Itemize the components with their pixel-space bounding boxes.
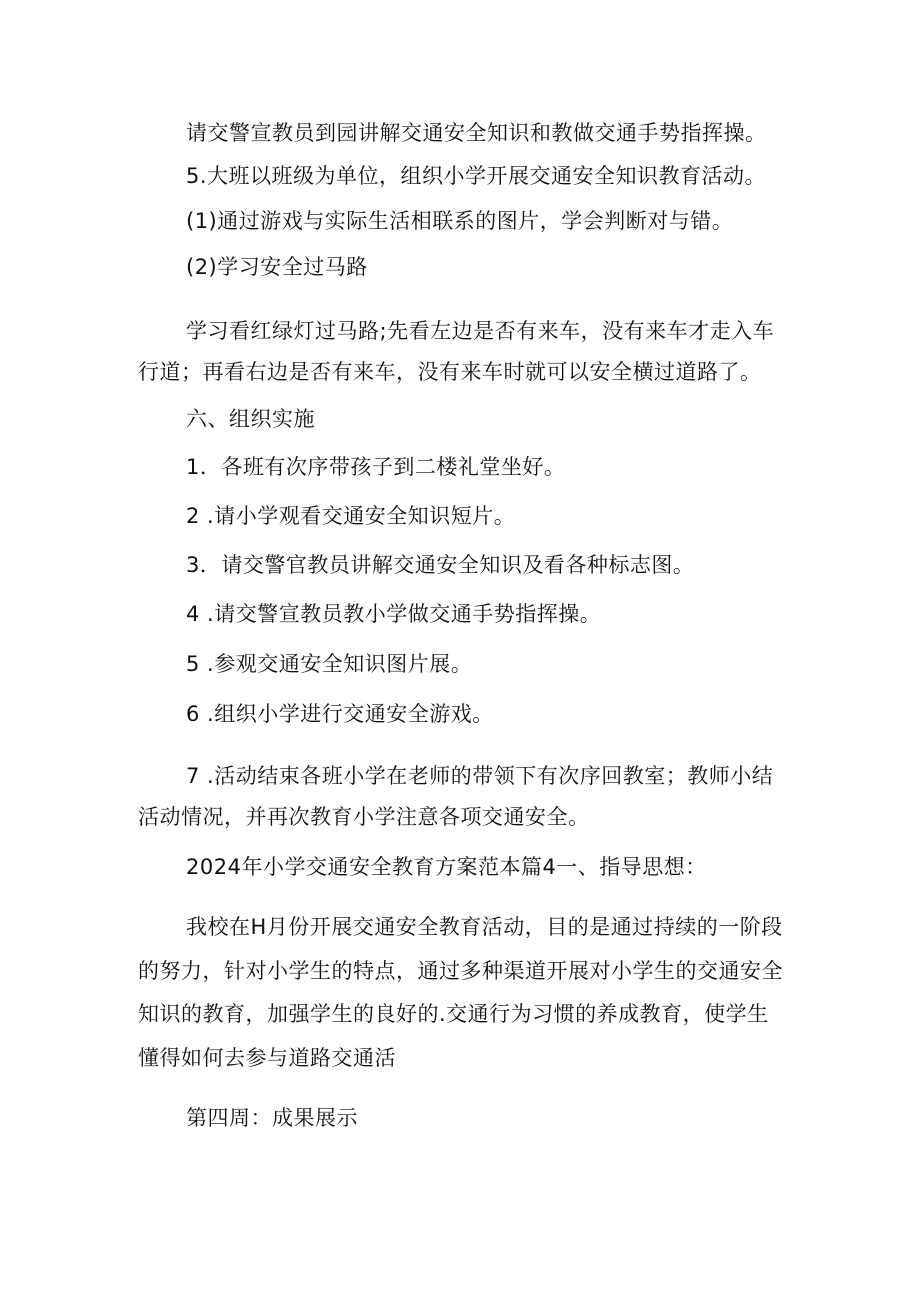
list-item: 4 .请交警宣教员教小学做交通手势指挥操。: [186, 602, 602, 626]
paragraph-line: 知识的教育，加强学生的良好的.交通行为习惯的养成教育，使学生: [138, 1002, 769, 1026]
section-heading: 2024年小学交通安全教育方案范本篇4一、指导思想：: [186, 855, 707, 879]
paragraph-line: 懂得如何去参与道路交通活: [138, 1046, 396, 1070]
list-item: 5 .参观交通安全知识图片展。: [186, 652, 473, 676]
list-item: 6 .组织小学进行交通安全游戏。: [186, 702, 494, 726]
list-item: 1．各班有次序带孩子到二楼礼堂坐好。: [186, 455, 566, 479]
list-item: 7 .活动结束各班小学在老师的带领下有次序回教室；教师小结: [186, 764, 774, 788]
paragraph-line: 学习看红绿灯过马路;先看左边是否有来车，没有来车才走入车: [186, 319, 775, 343]
paragraph-line: 我校在H月份开展交通安全教育活动，目的是通过持续的一阶段: [186, 915, 783, 939]
paragraph-line: 请交警宣教员到园讲解交通安全知识和教做交通手势指挥操。: [186, 121, 767, 145]
paragraph-line: 5.大班以班级为单位，组织小学开展交通安全知识教育活动。: [186, 164, 767, 188]
list-item: 2 .请小学观看交通安全知识短片。: [186, 504, 516, 528]
paragraph-line: 的努力，针对小学生的特点，通过多种渠道开展对小学生的交通安全: [138, 959, 783, 983]
paragraph-line: 行道；再看右边是否有来车，没有来车时就可以安全横过道路了。: [138, 360, 762, 384]
paragraph-line: (1)通过游戏与实际生活相联系的图片，学会判断对与错。: [186, 209, 734, 233]
paragraph-line: (2)学习安全过马路: [186, 255, 368, 279]
section-heading: 第四周：成果展示: [186, 1106, 358, 1130]
paragraph-line: 活动情况，并再次教育小学注意各项交通安全。: [138, 805, 590, 829]
list-item: 3．请交警官教员讲解交通安全知识及看各种标志图。: [186, 553, 695, 577]
section-heading: 六、组织实施: [186, 407, 315, 431]
